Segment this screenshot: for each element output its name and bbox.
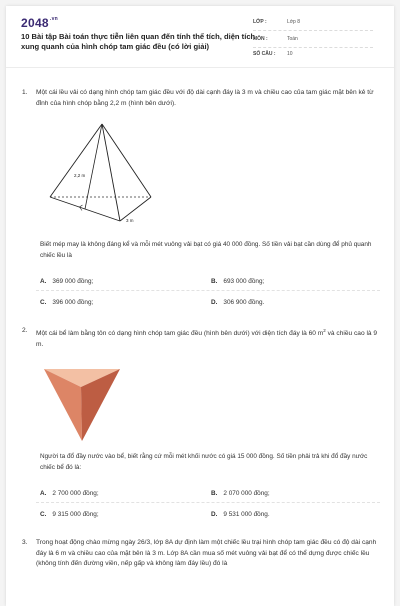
meta-grade-value: Lớp 8	[287, 19, 301, 25]
meta-grade-key: LỚP :	[253, 19, 267, 25]
question-text: Một cái lều vải có dạng hình chóp tam giác đều với độ dài cạnh đáy là 3 m và chiều cao của tam giác mặt bên kẻ từ đỉnh của hình chóp bằng 2,2 m (hình bên dưới).	[36, 89, 374, 107]
option-label: D.	[211, 299, 218, 306]
option-label: C.	[40, 299, 47, 306]
question-number: 1.	[22, 89, 28, 96]
option-label: A.	[40, 278, 47, 285]
question-1	[22, 88, 380, 109]
option-text: 2 700 000 đồng;	[52, 490, 99, 497]
question-1-followup: Biết mép may là không đáng kể và mỗi mét vuông vải bạt có giá 40 000 đồng. Số tiền vải bạt cần dùng để phủ quanh chiếc lều là	[40, 241, 372, 259]
meta-divider	[253, 30, 373, 31]
option-b[interactable]	[211, 490, 270, 497]
question-2-followup: Người ta đổ đầy nước vào bể, biết rằng cứ mỗi mét khối nước có giá 15 000 đồng. Số tiền phải trả khi đổ đầy nước chiếc bể đó là:	[40, 453, 368, 471]
meta-divider	[253, 47, 373, 48]
option-a[interactable]	[40, 278, 93, 285]
option-b[interactable]	[211, 278, 264, 285]
option-label: B.	[211, 278, 218, 285]
option-d[interactable]	[211, 299, 264, 306]
question-3	[22, 538, 380, 570]
option-text: 2 070 000 đồng;	[223, 490, 270, 497]
brand-name: 2048	[21, 16, 49, 30]
base-label: 3 m	[126, 218, 134, 223]
meta-count-value: 10	[287, 51, 293, 57]
option-a[interactable]	[40, 490, 99, 497]
document-header	[6, 6, 394, 68]
option-d[interactable]	[211, 511, 270, 518]
option-divider	[36, 502, 380, 503]
superscript: 2	[323, 328, 326, 333]
question-text-part: Một cái bể làm bằng tôn có dạng hình chóp tam giác đều (hình bên dưới) với diện tích đáy là 60 m	[36, 330, 324, 338]
question-number: 3.	[22, 539, 28, 546]
edge-right	[102, 124, 151, 197]
option-text: 396 000 đồng;	[52, 299, 94, 306]
question-number: 2.	[22, 327, 28, 334]
slant-height-line	[85, 124, 102, 209]
base-front-right	[120, 197, 151, 221]
page-title: 10 Bài tập Bài toán thực tiễn liên quan đến tính thể tích, diện tích xung quanh của hình chóp tam giác đều (có lời giải)	[21, 32, 256, 51]
edge-front	[102, 124, 120, 221]
option-text: 369 000 đồng;	[52, 278, 94, 285]
meta-count-key: SỐ CÂU :	[253, 51, 276, 57]
tent-pyramid-figure	[46, 121, 156, 231]
brand-logo[interactable]	[21, 16, 58, 30]
question-text-part: và chiều cao là 9 m.	[36, 330, 378, 348]
question-2	[22, 326, 380, 350]
option-label: D.	[211, 511, 218, 518]
meta-subject	[253, 35, 373, 45]
height-label: 2,2 m	[74, 173, 86, 178]
document-page	[6, 6, 394, 606]
brand-suffix: .vn	[49, 16, 59, 22]
option-label: C.	[40, 511, 47, 518]
option-text: 693 000 đồng;	[223, 278, 265, 285]
option-label: A.	[40, 490, 47, 497]
tank-pyramid-figure	[42, 367, 122, 443]
option-c[interactable]	[40, 299, 93, 306]
option-label: B.	[211, 490, 218, 497]
question-text: Trong hoạt động chào mừng ngày 26/3, lớp 8A dự định làm một chiếc lều trại hình chóp tam giác đều có độ dài cạnh đáy là 6 m và chiều cao của mặt bên là 3 m. Lớp 8A cần mua số mét vuông vải bạt để có thể dựng được chiếc lều (không tính đến đường viền, nếp gấp và không làm đáy lều) đó là	[36, 539, 377, 567]
meta-grade	[253, 18, 373, 28]
meta-subject-value: Toán	[287, 36, 298, 42]
option-divider	[36, 290, 380, 291]
option-text: 9 531 000 đồng.	[223, 511, 270, 518]
option-c[interactable]	[40, 511, 99, 518]
meta-subject-key: MÔN :	[253, 36, 268, 42]
option-text: 306 900 đồng.	[223, 299, 265, 306]
question-text	[36, 326, 380, 350]
edge-left	[50, 124, 102, 197]
meta-count	[253, 50, 373, 60]
option-text: 9 315 000 đồng;	[52, 511, 99, 518]
